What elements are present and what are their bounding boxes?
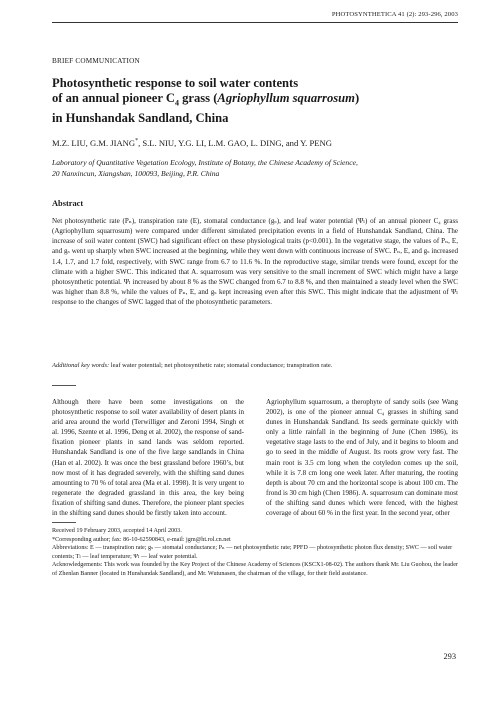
article-title <box>52 76 452 126</box>
authors-post: , S.L. NIU, Y.G. LI, L.M. GAO, L. DING, and Y. PENG <box>138 138 332 148</box>
journal-header: PHOTOSYNTHETICA 41 (2): 293-296, 2003 <box>331 11 458 18</box>
affiliation <box>52 157 458 179</box>
affiliation-line-1: Laboratory of Quantitative Vegetation Ecology, Institute of Botany, the Chinese Academy of Science, <box>52 158 358 167</box>
keywords-text: leaf water potential; net photosynthetic rate; stomatal conductance; transpiration rate. <box>109 362 333 369</box>
abstract-heading: Abstract <box>52 199 84 208</box>
page-number: 293 <box>443 652 456 661</box>
keywords-label: Additional key words: <box>52 362 110 369</box>
title-line-1: Photosynthetic response to soil water contents <box>52 76 299 90</box>
footnote-divider <box>52 522 76 523</box>
title-line-2-post: ) <box>354 91 360 105</box>
footnote-received: Received 19 February 2003, accepted 14 April 2003. <box>52 528 182 534</box>
title-line-2-pre: of an annual pioneer C <box>52 91 175 105</box>
section-label: BRIEF COMMUNICATION <box>52 57 140 65</box>
section-divider <box>52 385 76 386</box>
footnote-correspondence: *Corresponding author; fax: 86-10-62590843, e-mail: jgm@ht.rol.cn.net <box>52 536 231 543</box>
title-line-2-mid: grass ( <box>178 91 218 105</box>
corresponding-mark: * <box>135 138 139 145</box>
body-right-column: Agriophyllum squarrosum, a therophyte of sandy soils (see Wang 2002), is one of the pioneer annual C₄ grasses in shifting sand dunes in Hunshandak Sandland. Its seeds germinate quickly with only a little rainfall in the beginning of June (Chen 1986), its vegetative stage lasts to the end of July, and it begins to bloom and go to seed in the middle of August. Its roots grow very fast. The main root is 3.5 cm long when the cotyledon comes up the soil, while it is 7.8 cm long one week later. After maturing, the rooting depth is about 70 cm and the horizontal scope is about 100 cm. The frond is 30 cm high (Chen 1986). A. squarrosum can dominate most of the shifting sand dunes which were fenced, with the highest coverage of about 60 % in the first year. In the second year, other <box>266 398 458 518</box>
keywords <box>52 361 458 370</box>
footnote-acknowledgements: Acknowledgements: This work was founded by the Key Project of the Chinese Academy of Sciences (KSCX1-08-02). The authors thank Mr. Liu Guohou, the leader of Zhenlan Banner (located in Hunshandak Sandland), and Mr. Wutunasen, the chairman of the village, for their field assistance. <box>52 562 458 577</box>
body-left-column: Although there have been some investigations on the photosynthetic response to soil water availability of desert plants in arid area around the world (Terwilliger and Zeroni 1994, Singh et al. 1996, Szente et al. 1996, Deng et al. 2002), the response of sand-fixation pioneer plants in sand lands was seldom reported. Hunshandak Sandland is one of the five large sandlands in China (Han et al. 2002). It was once the best grassland before 1960’s, but now most of it has degraded severely, with the shifting sand dunes amounting to 70 % of total area (Ma et al. 1998). It is very urgent to regenerate the degraded grassland in this area, the key being fixation of shifting sand dunes. Therefore, the pioneer plant species in the shifting sand dunes should be firstly taken into account. <box>52 398 244 518</box>
footnote-abbreviations: Abbreviations: E — transpiration rate; gₛ — stomatal conductance; Pₙ — net photosynthetic rate; PPFD — photosynthetic photon flux density; SWC — soil water contents; Tₗ — leaf temperature; Ψₗ — leaf water potential. <box>52 545 453 560</box>
affiliation-line-2: 20 Nanxincun, Xiangshan, 100093, Beijing, P.R. China <box>52 169 220 178</box>
author-list <box>52 138 332 148</box>
abstract-text: Net photosynthetic rate (Pₙ), transpiration rate (E), stomatal conductance (gₛ), and leaf water potential (Ψₗ) of an annual pioneer C₄ grass (Agriophyllum squarrosum) were compared under different simulated precipitation events in a field of Hunshandak Sandland, China. The increase of soil water content (SWC) had significant effect on these physiological traits (p<0.001). In the vegetative stage, the values of Pₙ, E, and gₛ went up sharply when SWC increased at the beginning, while they went down with continuous increase of SWC. Pₙ, E, and gₛ increased 1.4, 1.7, and 1.7 fold, respectively, with SWC range from 6.7 to 11.6 %. In the reproductive stage, similar trends were found, except for the climate with a higher SWC. This indicated that A. squarrosum was very sensitive to the small increment of SWC which might have a large photosynthetic potential. Ψₗ increased by about 8 % as the SWC changed from 6.7 to 8.8 %, and then maintained a steady level when the SWC was higher than 8.8 %, while the values of Pₙ, E, and gₛ kept increasing even after this SWC. This might indicate that the adjustment of Ψₗ response to the changes of SWC lagged that of the photosynthetic parameters. <box>52 217 458 307</box>
title-species: Agriophyllum squarrosum <box>217 91 355 105</box>
title-line-2-sub: 4 <box>174 98 179 108</box>
title-line-2 <box>52 91 452 111</box>
footnotes <box>52 527 458 578</box>
authors-pre: M.Z. LIU, G.M. JIANG <box>52 138 136 148</box>
title-line-3: in Hunshandak Sandland, China <box>52 110 229 125</box>
header-rule <box>52 22 458 23</box>
